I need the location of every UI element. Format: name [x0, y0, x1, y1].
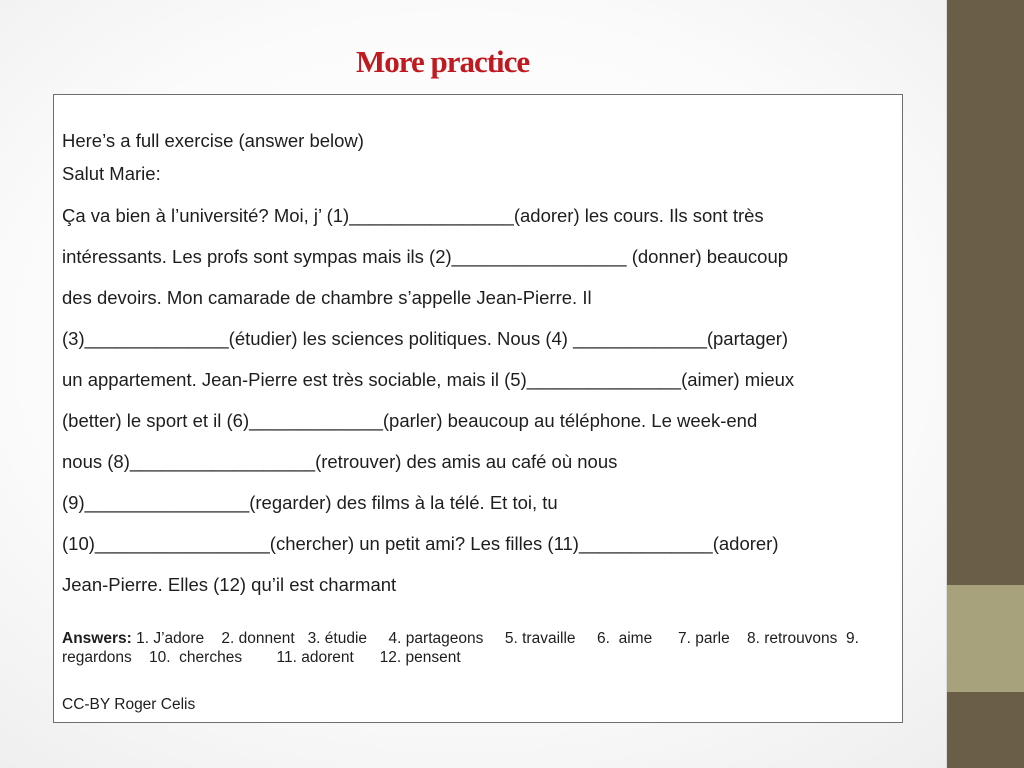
credit-line: CC-BY Roger Celis: [62, 696, 196, 713]
exercise-line: (10)_________________(chercher) un petit ami? Les filles (11)_____________(adorer): [62, 533, 779, 554]
exercise-line: (3)______________(étudier) les sciences politiques. Nous (4) _____________(partager): [62, 328, 789, 349]
answers-label: Answers:: [62, 630, 132, 647]
exercise-line: un appartement. Jean-Pierre est très sociable, mais il (5)_______________(aimer) mieux: [62, 369, 795, 390]
exercise-greeting: Salut Marie:: [62, 163, 161, 184]
exercise-intro: Here’s a full exercise (answer below): [62, 130, 364, 151]
exercise-line: des devoirs. Mon camarade de chambre s’appelle Jean-Pierre. Il: [62, 287, 592, 308]
slide-title: More practice: [356, 44, 530, 79]
exercise-line: (9)________________(regarder) des films à la télé. Et toi, tu: [62, 492, 558, 513]
exercise-line: Ça va bien à l’université? Moi, j’ (1)________________(adorer) les cours. Ils sont très: [62, 205, 764, 226]
answers-block: [62, 629, 862, 667]
exercise-line: intéressants. Les profs sont sympas mais ils (2)_________________ (donner) beaucoup: [62, 246, 789, 267]
exercise-line: (better) le sport et il (6)_____________(parler) beaucoup au téléphone. Le week-end: [62, 410, 758, 431]
exercise-line: nous (8)__________________(retrouver) des amis au café où nous: [62, 451, 618, 472]
exercise-line: Jean-Pierre. Elles (12) qu’il est charmant: [62, 574, 397, 595]
answers-text: 1. J’adore 2. donnent 3. étudie 4. partageons 5. travaille 6. aime 7. parle 8. retrouvons 9. regardons 10. cherches 11. adorent 12. pensent: [62, 630, 864, 666]
decorative-sidebar-band: [947, 585, 1024, 692]
